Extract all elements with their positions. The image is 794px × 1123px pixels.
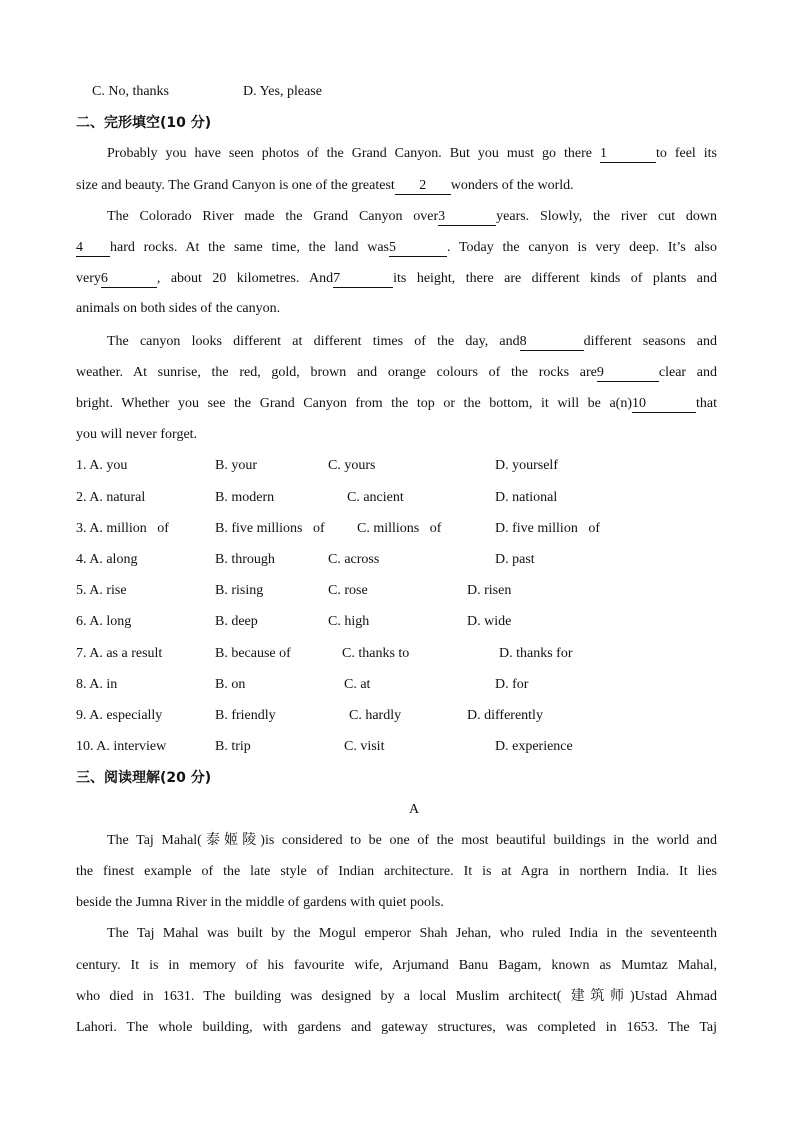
q3-option-d: D. five million of [495, 521, 600, 536]
q7-option-d: D. thanks for [499, 646, 573, 661]
q8-option-a: 8. A. in [76, 677, 118, 692]
text-segment: bright. Whether you see the Grand Canyon from the top or the bottom, it will be a(n) [76, 396, 632, 411]
q2-option-d: D. national [495, 490, 558, 505]
q2-option-b: B. modern [215, 490, 275, 505]
q7-option-b: B. because of [215, 646, 291, 661]
blank-1: 1 [600, 146, 656, 163]
q5-option-a: 5. A. rise [76, 583, 127, 598]
q8-option-d: D. for [495, 677, 529, 692]
q3-option-a: 3. A. million of [76, 521, 169, 536]
q2-option-a: 2. A. natural [76, 490, 146, 505]
q9-option-d: D. differently [467, 708, 543, 723]
cloze-p3-line4: you will never forget. [76, 427, 198, 442]
q3-option-c: C. millions of [357, 521, 442, 536]
section2-heading: 二、完形填空(10 分) [76, 115, 212, 131]
q10-option-c: C. visit [344, 739, 385, 754]
prev-option-c: C. No, thanks [92, 84, 169, 99]
q1-option-a: 1. A. you [76, 458, 128, 473]
reading-p1-line3: beside the Jumna River in the middle of gardens with quiet pools. [76, 895, 444, 910]
text-segment: , about 20 kilometres. And [156, 271, 334, 286]
text-segment: that [696, 396, 717, 411]
q4-option-c: C. across [328, 552, 380, 567]
reading-p2-line2: century. It is in memory of his favourite wife, Arjumand Banu Bagam, known as Mumtaz Mahal, [76, 958, 717, 973]
cloze-p2-line1 [107, 207, 717, 227]
q10-option-b: B. trip [215, 739, 251, 754]
q9-option-b: B. friendly [215, 708, 276, 723]
text-segment: . Today the canyon is very deep. It’s also [447, 240, 717, 255]
text-segment: different seasons and [583, 334, 717, 349]
prev-option-d: D. Yes, please [243, 84, 322, 99]
blank-2: 2 [395, 178, 451, 195]
q6-option-c: C. high [328, 614, 370, 629]
blank-8: 8 [520, 334, 584, 351]
blank-6: 6 [101, 271, 157, 288]
q5-option-b: B. rising [215, 583, 264, 598]
q9-option-c: C. hardly [349, 708, 402, 723]
text-segment: its height, there are different kinds of plants and [393, 271, 717, 286]
text-segment: wonders of the world. [450, 178, 574, 193]
q8-option-b: B. on [215, 677, 246, 692]
q4-option-a: 4. A. along [76, 552, 138, 567]
q5-option-c: C. rose [328, 583, 368, 598]
text-segment: years. Slowly, the river cut down [496, 209, 717, 224]
blank-3: 3 [438, 209, 496, 226]
reading-p1-line1: The Taj Mahal(泰姬陵)is considered to be one of the most beautiful buildings in the world and [107, 833, 717, 848]
cloze-p1-line1 [107, 144, 717, 164]
q10-option-a: 10. A. interview [76, 739, 167, 754]
reading-p2-line3: who died in 1631. The building was designed by a local Muslim architect( 建筑师)Ustad Ahmad [76, 989, 717, 1004]
cloze-p3-line1 [107, 332, 717, 352]
text-segment: to feel its [655, 146, 717, 161]
q6-option-a: 6. A. long [76, 614, 132, 629]
text-segment: hard rocks. At the same time, the land was [110, 240, 389, 255]
q7-option-a: 7. A. as a result [76, 646, 163, 661]
q5-option-d: D. risen [467, 583, 512, 598]
q3-option-b: B. five millions of [215, 521, 325, 536]
q7-option-c: C. thanks to [342, 646, 410, 661]
cloze-p3-line2 [76, 363, 717, 383]
text-segment: The canyon looks different at different times of the day, and [107, 334, 520, 349]
q4-option-b: B. through [215, 552, 275, 567]
q1-option-c: C. yours [328, 458, 376, 473]
cloze-p2-line2 [76, 238, 717, 258]
blank-4: 4 [76, 240, 110, 257]
q4-option-d: D. past [495, 552, 535, 567]
cloze-p3-line3 [76, 394, 717, 414]
q1-option-d: D. yourself [495, 458, 558, 473]
text-segment: clear and [658, 365, 717, 380]
blank-5: 5 [389, 240, 447, 257]
q6-option-d: D. wide [467, 614, 512, 629]
blank-7: 7 [333, 271, 393, 288]
cloze-p2-line3 [76, 269, 717, 289]
text-segment: The Colorado River made the Grand Canyon over [107, 209, 439, 224]
text-segment: weather. At sunrise, the red, gold, brown and orange colours of the rocks are [76, 365, 597, 380]
reading-p2-line1: The Taj Mahal was built by the Mogul emperor Shah Jehan, who ruled India in the seventeenth [107, 926, 717, 941]
reading-p2-line4: Lahori. The whole building, with gardens and gateway structures, was completed in 1653. The Taj [76, 1020, 717, 1035]
cloze-p1-line2 [76, 176, 717, 196]
q8-option-c: C. at [344, 677, 371, 692]
text-segment: very [76, 271, 101, 286]
q6-option-b: B. deep [215, 614, 258, 629]
q1-option-b: B. your [215, 458, 257, 473]
section3-heading: 三、阅读理解(20 分) [76, 770, 212, 786]
text-segment: Probably you have seen photos of the Grand Canyon. But you must go there [107, 146, 592, 161]
passage-label: A [408, 802, 420, 817]
blank-10: 10 [632, 396, 696, 413]
blank-9: 9 [597, 365, 659, 382]
cloze-p2-line4: animals on both sides of the canyon. [76, 301, 281, 316]
q2-option-c: C. ancient [347, 490, 404, 505]
q10-option-d: D. experience [495, 739, 573, 754]
q9-option-a: 9. A. especially [76, 708, 163, 723]
reading-p1-line2: the finest example of the late style of Indian architecture. It is at Agra in northern India. It lies [76, 864, 717, 879]
text-segment: size and beauty. The Grand Canyon is one of the greatest [76, 178, 395, 193]
